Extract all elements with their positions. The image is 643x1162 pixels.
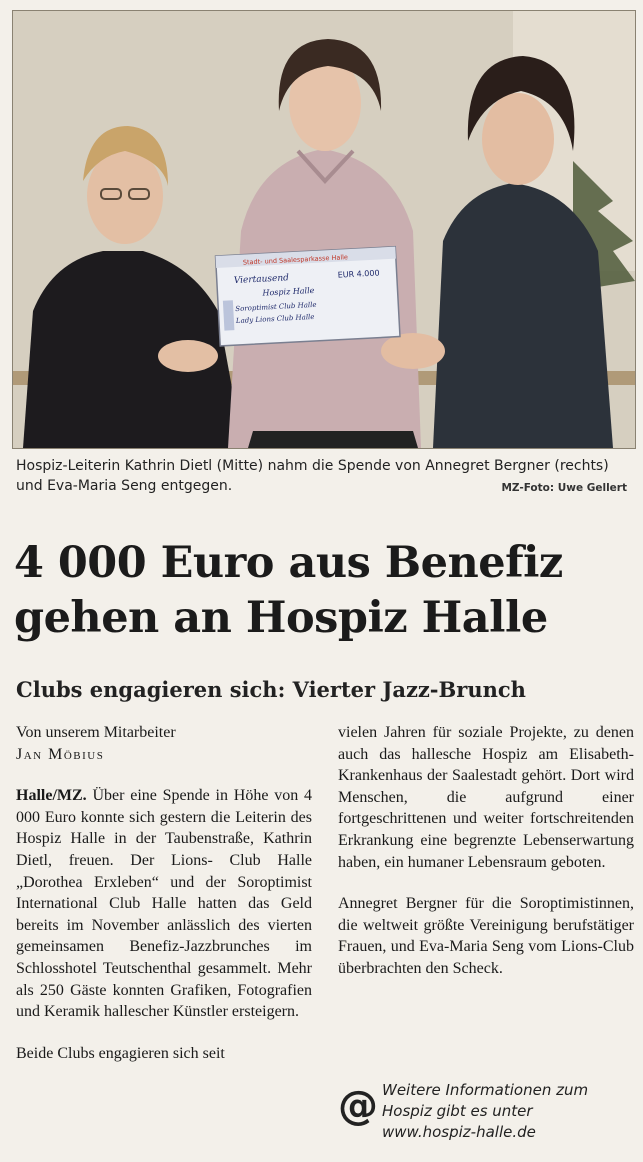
check-amount-words: Viertausend [233,273,290,287]
headline [14,536,634,646]
info-line-1: Weitere Informationen zum [382,1081,589,1099]
article-paragraph-1 [16,785,312,1023]
headline-line-2: gehen an Hospiz Halle [14,593,548,643]
info-text [382,1080,638,1143]
article-paragraph-3: vielen Jahren für soziale Projekte, zu denen auch das hallesche Hospiz am Elisabeth-Krankenhaus der Saalestadt gehört. Dort wird Menschen, die aufgrund einer fortgeschrittenen und weiter fortschreitenden Erkrankung eine begrenzte Lebenserwartung haben, ein humaner Lebensraum geboten. [338,724,634,871]
byline [16,722,312,765]
byline-intro: Von unserem Mitarbeiter [16,724,176,741]
check-memo-2: Lady Lions Club Halle [235,312,315,326]
article-column-left [16,722,312,1064]
paragraph-1-text: Über eine Spende in Höhe von 4 000 Euro konnte sich gestern die Leiterin des Hospiz Halle in der Taubenstraße, Kathrin Dietl, freuen. Der Lions- Club Halle „Dorothea Erxleben“ und der Soroptimist International Club Halle hatten das Geld bereits im November anlässlich des vierten gemeinsamen Benefiz-Jazzbrunches im Schlosshotel Teutschenthal gesammelt. Mehr als 250 Gäste konnten Grafiken, Fotografien und Keramik hallescher Künstler ersteigern. [16,787,313,1021]
headline-line-1: 4 000 Euro aus Benefiz [14,538,563,588]
check-payee: Hospiz Halle [262,285,315,298]
article-photo [12,10,636,449]
byline-author: Jan Möbius [16,745,105,763]
article-paragraph-4: Annegret Bergner für die Soroptimistinnen, die weltweit größte Vereinigung berufstätiger Frauen, und Eva-Maria Seng vom Lions-Club überbrachten den Scheck. [338,895,634,977]
photo-caption: Hospiz-Leiterin Kathrin Dietl (Mitte) nahm die Spende von Annegret Bergner (rechts) und Eva-Maria Seng entgegen. [16,458,609,494]
article-paragraph-2: Beide Clubs engagieren sich seit [16,1044,225,1062]
check-bank-name: Stadt- und Saalesparkasse Halle [242,253,349,267]
info-url[interactable]: www.hospiz-halle.de [382,1123,536,1141]
donation-check [216,247,400,346]
info-box [338,1080,638,1150]
subheadline: Clubs engagieren sich: Vierter Jazz-Brunch [16,677,526,702]
photo-credit: MZ-Foto: Uwe Gellert [501,482,627,494]
photo-illustration [13,11,635,448]
at-icon: @ [338,1083,378,1129]
info-line-2: Hospiz gibt es unter [382,1102,533,1120]
article-column-right [338,722,634,980]
check-amount: EUR 4.000 [337,268,380,280]
check-memo-1: Soroptimist Club Halle [235,300,317,314]
dateline: Halle/MZ. [16,787,87,805]
